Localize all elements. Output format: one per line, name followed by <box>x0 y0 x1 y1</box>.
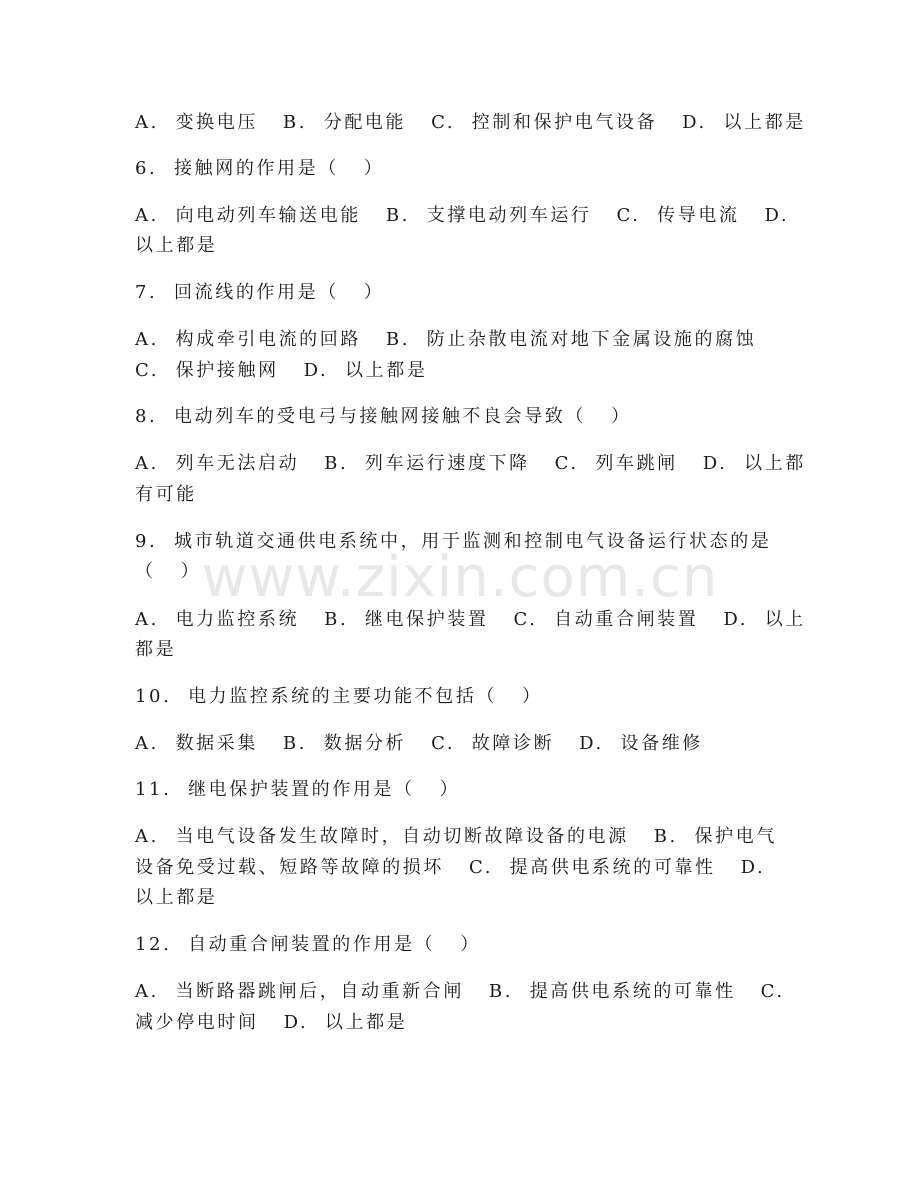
question-9-line-1: 9. 城市轨道交通供电系统中，用于监测和控制电气设备运行状态的是 <box>135 531 772 552</box>
answer-options-q6-line-1: A. 向电动列车输送电能 B. 支撑电动列车运行 C. 传导电流 D. <box>135 205 790 226</box>
question-7: 7. 回流线的作用是（ ） <box>135 282 385 303</box>
answer-options-q9-line-2: 都是 <box>135 639 177 660</box>
answer-options-q11-line-3: 以上都是 <box>135 887 218 908</box>
answer-options-q5: A. 变换电压 B. 分配电能 C. 控制和保护电气设备 D. 以上都是 <box>135 112 806 133</box>
answer-options-q7-line-1: A. 构成牵引电流的回路 B. 防止杂散电流对地下金属设施的腐蚀 <box>135 329 757 350</box>
answer-options-q8-line-1: A. 列车无法启动 B. 列车运行速度下降 C. 列车跳闸 D. 以上都 <box>135 453 806 474</box>
answer-options-q8-line-2: 有可能 <box>135 484 197 505</box>
question-8: 8. 电动列车的受电弓与接触网接触不良会导致（ ） <box>135 406 632 427</box>
answer-options-q10: A. 数据采集 B. 数据分析 C. 故障诊断 D. 设备维修 <box>135 733 703 754</box>
answer-options-q6-line-2: 以上都是 <box>135 235 218 256</box>
question-11: 11. 继电保护装置的作用是（ ） <box>135 779 461 800</box>
document-page <box>135 0 806 1191</box>
question-9-line-2: （ ） <box>135 561 202 582</box>
watermark: www.zixin.com.cn <box>201 545 719 610</box>
question-10: 10. 电力监控系统的主要功能不包括（ ） <box>135 686 543 707</box>
answer-options-q11-line-2: 设备免受过载、短路等故障的损坏 C. 提高供电系统的可靠性 D. <box>135 857 766 878</box>
answer-options-q9-line-1: A. 电力监控系统 B. 继电保护装置 C. 自动重合闸装置 D. 以上 <box>135 609 806 630</box>
answer-options-q11-line-1: A. 当电气设备发生故障时，自动切断故障设备的电源 B. 保护电气 <box>135 826 777 847</box>
answer-options-q12-line-1: A. 当断路器跳闸后，自动重新合闸 B. 提高供电系统的可靠性 C. <box>135 981 785 1002</box>
question-12: 12. 自动重合闸装置的作用是（ ） <box>135 934 481 955</box>
answer-options-q7-line-2: C. 保护接触网 D. 以上都是 <box>135 360 428 381</box>
answer-options-q12-line-2: 减少停电时间 D. 以上都是 <box>135 1012 408 1033</box>
question-6: 6. 接触网的作用是（ ） <box>135 158 385 179</box>
